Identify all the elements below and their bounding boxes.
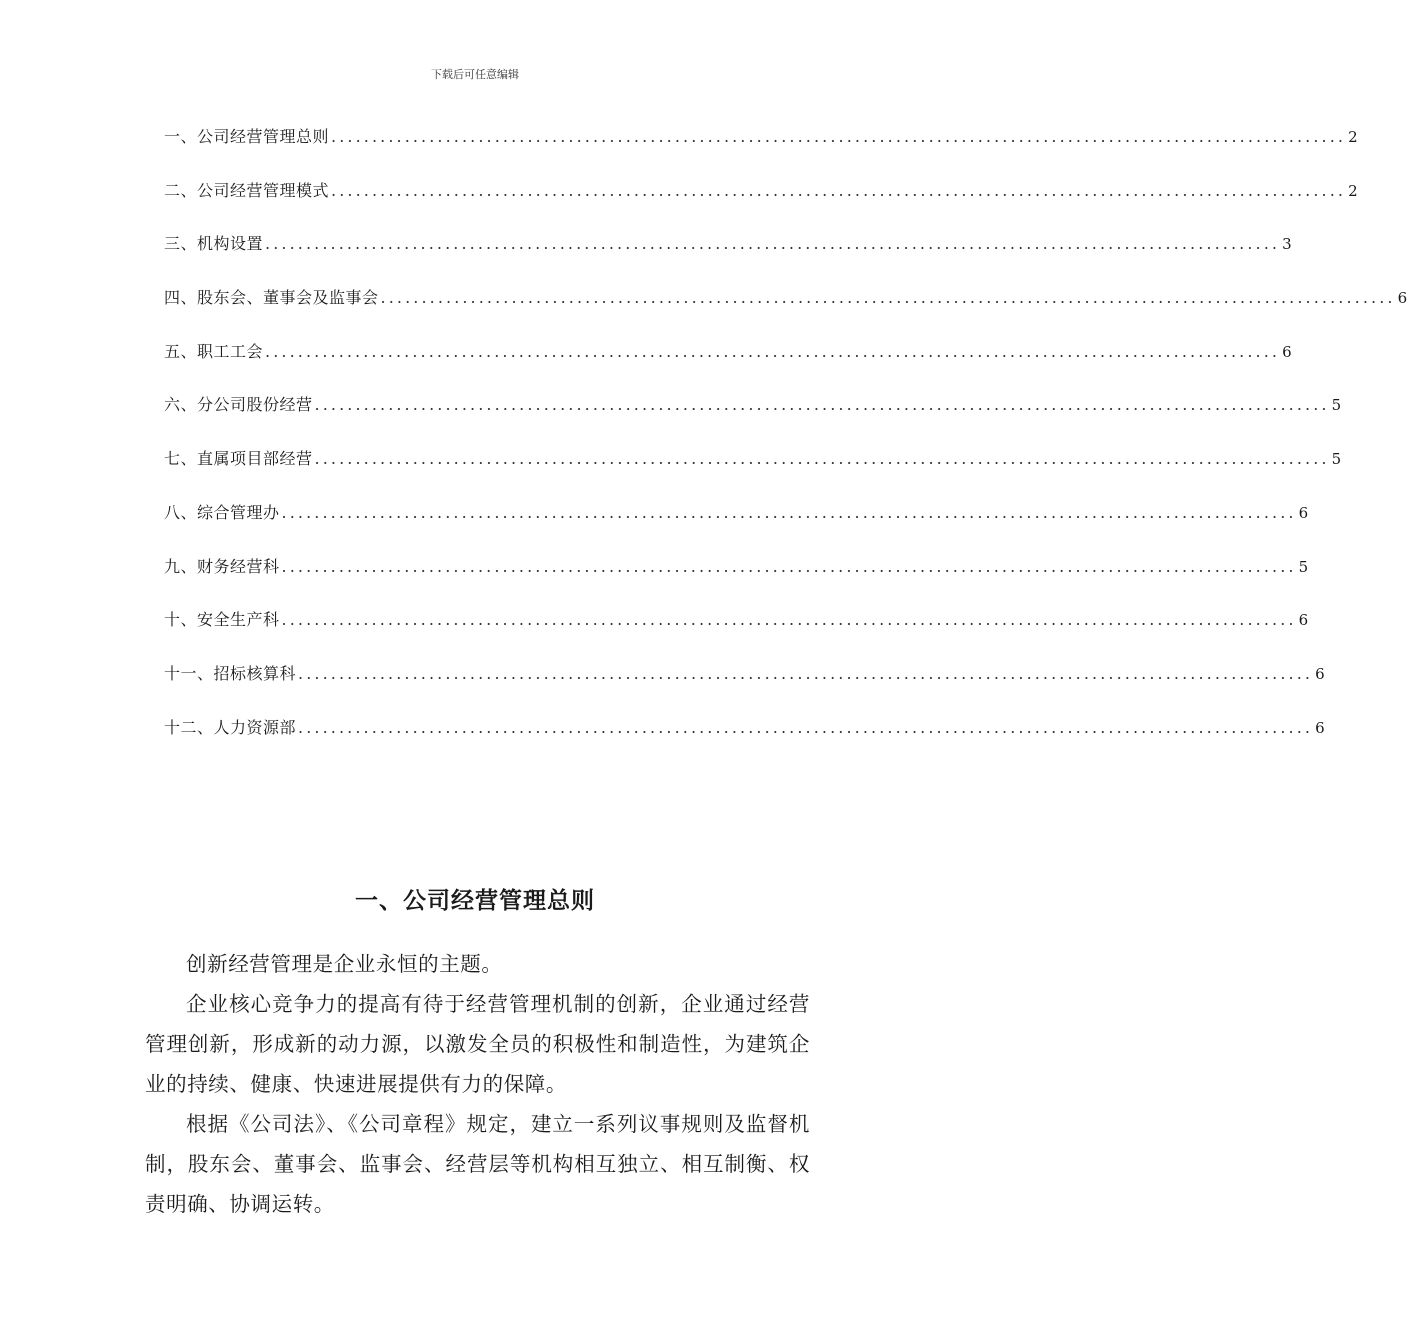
- toc-dot-leader: ............................................................................................................................: [281, 502, 1297, 522]
- table-of-contents: [164, 124, 1408, 768]
- section-body: [145, 944, 810, 1224]
- toc-page-number: 6: [1298, 611, 1309, 630]
- toc-item-label: 五、职工工会: [164, 341, 264, 361]
- toc-page-number: 5: [1331, 450, 1342, 469]
- toc-item[interactable]: [164, 715, 1326, 769]
- toc-dot-leader: ............................................................................................................................: [265, 234, 1281, 254]
- toc-item[interactable]: [164, 392, 1342, 446]
- toc-page-number: 6: [1298, 503, 1309, 522]
- toc-item[interactable]: [164, 500, 1309, 554]
- toc-dot-leader: ............................................................................................................................: [331, 180, 1347, 200]
- toc-dot-leader: ............................................................................................................................: [281, 610, 1297, 630]
- header-note: 下载后可任意编辑: [431, 68, 519, 81]
- toc-item[interactable]: [164, 661, 1326, 715]
- body-paragraph: 创新经营管理是企业永恒的主题。: [186, 952, 503, 976]
- toc-item-label: 六、分公司股份经营: [164, 395, 313, 415]
- toc-page-number: 3: [1282, 235, 1293, 254]
- body-paragraph: 企业核心竞争力的提高有待于经营管理机制的创新，企业通过经营管理创新，形成新的动力源，以激发全员的积极性和制造性，为建筑企业的持续、健康、快速进展提供有力的保障。: [145, 992, 810, 1096]
- toc-item[interactable]: [164, 124, 1359, 178]
- toc-item-label: 十一、招标核算科: [164, 663, 297, 683]
- toc-item[interactable]: [164, 339, 1293, 393]
- toc-dot-leader: ............................................................................................................................: [281, 556, 1297, 576]
- toc-page-number: 2: [1348, 128, 1359, 146]
- toc-dot-leader: ............................................................................................................................: [380, 288, 1396, 308]
- toc-page-number: 6: [1315, 664, 1326, 683]
- toc-item-label: 一、公司经营管理总则: [164, 127, 330, 146]
- toc-item-label: 四、股东会、董事会及监事会: [164, 288, 379, 308]
- toc-item[interactable]: [164, 554, 1309, 608]
- toc-page-number: 6: [1315, 718, 1326, 737]
- toc-dot-leader: ............................................................................................................................: [265, 341, 1281, 361]
- toc-page-number: 5: [1331, 396, 1342, 415]
- toc-item-label: 九、财务经营科: [164, 556, 280, 576]
- toc-item[interactable]: [164, 607, 1309, 661]
- toc-item[interactable]: [164, 231, 1293, 285]
- toc-item-label: 七、直属项目部经营: [164, 449, 313, 469]
- toc-dot-leader: ............................................................................................................................: [331, 127, 1347, 146]
- body-paragraph: 根据《公司法》、《公司章程》规定，建立一系列议事规则及监督机制，股东会、董事会、监事会、经营层等机构相互独立、相互制衡、权责明确、协调运转。: [145, 1112, 810, 1216]
- toc-item-label: 三、机构设置: [164, 234, 264, 254]
- toc-item[interactable]: [164, 446, 1342, 500]
- toc-page-number: 6: [1282, 342, 1293, 361]
- toc-item-label: 十二、人力资源部: [164, 717, 297, 737]
- toc-dot-leader: ............................................................................................................................: [298, 663, 1314, 683]
- toc-item-label: 十、安全生产科: [164, 610, 280, 630]
- toc-dot-leader: ............................................................................................................................: [298, 717, 1314, 737]
- toc-page-number: 2: [1348, 181, 1359, 200]
- toc-item-label: 八、综合管理办: [164, 502, 280, 522]
- toc-item-label: 二、公司经营管理模式: [164, 180, 330, 200]
- toc-item[interactable]: [164, 285, 1408, 339]
- section-title: 一、公司经营管理总则: [355, 888, 595, 914]
- toc-dot-leader: ............................................................................................................................: [314, 395, 1330, 415]
- toc-item[interactable]: [164, 178, 1359, 232]
- toc-dot-leader: ............................................................................................................................: [314, 449, 1330, 469]
- toc-page-number: 6: [1397, 289, 1408, 308]
- toc-page-number: 5: [1298, 557, 1309, 576]
